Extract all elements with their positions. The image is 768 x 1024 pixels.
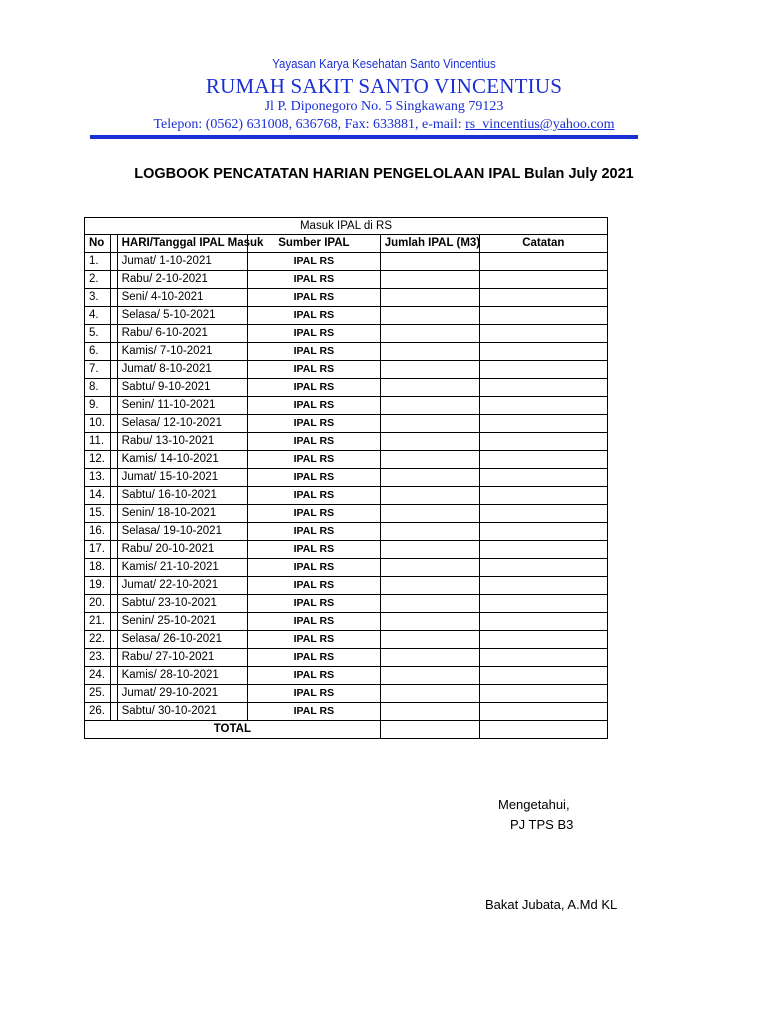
row-notes-cell[interactable] [479, 505, 607, 523]
row-spacer [110, 613, 117, 631]
row-notes-cell[interactable] [479, 577, 607, 595]
table-row [85, 703, 608, 721]
row-notes-cell[interactable] [479, 415, 607, 433]
row-no: 15. [85, 505, 111, 523]
row-spacer [110, 325, 117, 343]
row-qty-cell[interactable] [380, 631, 479, 649]
table-row [85, 541, 608, 559]
row-no: 1. [85, 253, 111, 271]
row-day: Kamis/ 28-10-2021 [117, 667, 247, 685]
row-notes-cell[interactable] [479, 649, 607, 667]
row-day: Senin/ 25-10-2021 [117, 613, 247, 631]
row-spacer [110, 361, 117, 379]
row-qty-cell[interactable] [380, 451, 479, 469]
header-day: HARI/Tanggal IPAL Masuk [117, 235, 247, 253]
table-row [85, 307, 608, 325]
row-day: Kamis/ 14-10-2021 [117, 451, 247, 469]
row-spacer [110, 307, 117, 325]
row-source: IPAL RS [248, 325, 381, 343]
row-spacer [110, 523, 117, 541]
row-spacer [110, 379, 117, 397]
row-qty-cell[interactable] [380, 649, 479, 667]
row-no: 7. [85, 361, 111, 379]
row-notes-cell[interactable] [479, 613, 607, 631]
row-notes-cell[interactable] [479, 361, 607, 379]
row-source: IPAL RS [248, 487, 381, 505]
row-day: Rabu/ 13-10-2021 [117, 433, 247, 451]
table-row [85, 451, 608, 469]
row-qty-cell[interactable] [380, 685, 479, 703]
signature-role: PJ TPS B3 [510, 817, 574, 832]
row-source: IPAL RS [248, 523, 381, 541]
row-spacer [110, 703, 117, 721]
row-no: 18. [85, 559, 111, 577]
row-source: IPAL RS [248, 613, 381, 631]
row-source: IPAL RS [248, 667, 381, 685]
table-row [85, 325, 608, 343]
row-notes-cell[interactable] [479, 559, 607, 577]
table-row [85, 361, 608, 379]
row-day: Jumat/ 1-10-2021 [117, 253, 247, 271]
row-no: 16. [85, 523, 111, 541]
row-spacer [110, 667, 117, 685]
row-spacer [110, 577, 117, 595]
row-spacer [110, 433, 117, 451]
row-notes-cell[interactable] [479, 325, 607, 343]
row-qty-cell[interactable] [380, 253, 479, 271]
row-day: Selasa/ 5-10-2021 [117, 307, 247, 325]
row-day: Rabu/ 27-10-2021 [117, 649, 247, 667]
row-qty-cell[interactable] [380, 433, 479, 451]
row-qty-cell[interactable] [380, 505, 479, 523]
table-row [85, 253, 608, 271]
row-day: Kamis/ 21-10-2021 [117, 559, 247, 577]
row-day: Jumat/ 29-10-2021 [117, 685, 247, 703]
row-no: 26. [85, 703, 111, 721]
row-no: 8. [85, 379, 111, 397]
row-qty-cell[interactable] [380, 397, 479, 415]
row-notes-cell[interactable] [479, 253, 607, 271]
row-day: Jumat/ 8-10-2021 [117, 361, 247, 379]
row-spacer [110, 685, 117, 703]
logbook-body [85, 253, 608, 721]
row-notes-cell[interactable] [479, 271, 607, 289]
table-row [85, 505, 608, 523]
total-label: TOTAL [85, 721, 381, 739]
row-qty-cell[interactable] [380, 325, 479, 343]
row-notes-cell[interactable] [479, 433, 607, 451]
total-row [85, 721, 608, 739]
row-source: IPAL RS [248, 703, 381, 721]
row-qty-cell[interactable] [380, 523, 479, 541]
row-qty-cell[interactable] [380, 307, 479, 325]
row-no: 13. [85, 469, 111, 487]
row-qty-cell[interactable] [380, 379, 479, 397]
row-qty-cell[interactable] [380, 559, 479, 577]
row-source: IPAL RS [248, 343, 381, 361]
row-day: Selasa/ 19-10-2021 [117, 523, 247, 541]
row-source: IPAL RS [248, 649, 381, 667]
column-header-row [85, 235, 608, 253]
row-no: 5. [85, 325, 111, 343]
row-day: Jumat/ 15-10-2021 [117, 469, 247, 487]
table-row [85, 595, 608, 613]
row-spacer [110, 559, 117, 577]
row-day: Sabtu/ 9-10-2021 [117, 379, 247, 397]
row-no: 9. [85, 397, 111, 415]
row-day: Rabu/ 2-10-2021 [117, 271, 247, 289]
row-no: 6. [85, 343, 111, 361]
row-notes-cell[interactable] [479, 451, 607, 469]
row-spacer [110, 595, 117, 613]
row-no: 2. [85, 271, 111, 289]
table-row [85, 577, 608, 595]
row-notes-cell[interactable] [479, 631, 607, 649]
row-source: IPAL RS [248, 307, 381, 325]
row-notes-cell[interactable] [479, 685, 607, 703]
row-notes-cell[interactable] [479, 703, 607, 721]
row-source: IPAL RS [248, 577, 381, 595]
row-qty-cell[interactable] [380, 667, 479, 685]
contact-text: Telepon: (0562) 631008, 636768, Fax: 633881, e-mail: [153, 117, 466, 132]
row-qty-cell[interactable] [380, 271, 479, 289]
row-notes-cell[interactable] [479, 343, 607, 361]
row-notes-cell[interactable] [479, 307, 607, 325]
signature-acknowledged: Mengetahui, [498, 797, 570, 812]
row-no: 3. [85, 289, 111, 307]
total-notes-cell[interactable] [479, 721, 607, 739]
row-day: Sabtu/ 23-10-2021 [117, 595, 247, 613]
row-source: IPAL RS [248, 469, 381, 487]
row-day: Selasa/ 12-10-2021 [117, 415, 247, 433]
row-spacer [110, 631, 117, 649]
row-source: IPAL RS [248, 415, 381, 433]
table-row [85, 469, 608, 487]
row-day: Senin/ 11-10-2021 [117, 397, 247, 415]
table-row [85, 289, 608, 307]
row-notes-cell[interactable] [479, 541, 607, 559]
header-qty: Jumlah IPAL (M3) [380, 235, 479, 253]
table-row [85, 397, 608, 415]
table-row [85, 433, 608, 451]
row-source: IPAL RS [248, 379, 381, 397]
row-notes-cell[interactable] [479, 469, 607, 487]
row-spacer [110, 487, 117, 505]
letterhead-address: Jl P. Diponegoro No. 5 Singkawang 79123 [264, 99, 504, 114]
table-row [85, 523, 608, 541]
row-notes-cell[interactable] [479, 379, 607, 397]
row-no: 23. [85, 649, 111, 667]
row-source: IPAL RS [248, 685, 381, 703]
table-row [85, 559, 608, 577]
table-row [85, 343, 608, 361]
row-day: Jumat/ 22-10-2021 [117, 577, 247, 595]
group-header-row [85, 218, 608, 235]
row-spacer [110, 451, 117, 469]
row-notes-cell[interactable] [479, 667, 607, 685]
row-source: IPAL RS [248, 433, 381, 451]
row-day: Senin/ 18-10-2021 [117, 505, 247, 523]
header-no: No [85, 235, 111, 253]
row-no: 21. [85, 613, 111, 631]
row-qty-cell[interactable] [380, 541, 479, 559]
row-spacer [110, 415, 117, 433]
letterhead-divider [90, 135, 638, 139]
row-no: 20. [85, 595, 111, 613]
row-source: IPAL RS [248, 631, 381, 649]
row-source: IPAL RS [248, 289, 381, 307]
row-qty-cell[interactable] [380, 343, 479, 361]
row-qty-cell[interactable] [380, 289, 479, 307]
row-day: Rabu/ 20-10-2021 [117, 541, 247, 559]
row-no: 17. [85, 541, 111, 559]
row-spacer [110, 541, 117, 559]
row-source: IPAL RS [248, 595, 381, 613]
table-row [85, 271, 608, 289]
row-spacer [110, 271, 117, 289]
table-row [85, 631, 608, 649]
row-no: 25. [85, 685, 111, 703]
row-spacer [110, 343, 117, 361]
letterhead-contact [0, 117, 768, 133]
row-qty-cell[interactable] [380, 469, 479, 487]
row-spacer [110, 397, 117, 415]
header-notes: Catatan [479, 235, 607, 253]
letterhead-hospital-name: RUMAH SAKIT SANTO VINCENTIUS [205, 74, 563, 98]
header-spacer [110, 235, 117, 253]
row-source: IPAL RS [248, 397, 381, 415]
table-row [85, 685, 608, 703]
email-link[interactable]: rs_vincentius@yahoo.com [465, 117, 615, 132]
row-spacer [110, 253, 117, 271]
row-no: 22. [85, 631, 111, 649]
row-qty-cell[interactable] [380, 577, 479, 595]
row-qty-cell[interactable] [380, 415, 479, 433]
row-notes-cell[interactable] [479, 289, 607, 307]
group-header: Masuk IPAL di RS [85, 218, 608, 235]
table-row [85, 667, 608, 685]
row-day: Sabtu/ 16-10-2021 [117, 487, 247, 505]
row-source: IPAL RS [248, 451, 381, 469]
row-qty-cell[interactable] [380, 595, 479, 613]
row-no: 19. [85, 577, 111, 595]
row-source: IPAL RS [248, 541, 381, 559]
table-row [85, 649, 608, 667]
row-notes-cell[interactable] [479, 595, 607, 613]
row-spacer [110, 469, 117, 487]
row-day: Kamis/ 7-10-2021 [117, 343, 247, 361]
row-qty-cell[interactable] [380, 703, 479, 721]
row-notes-cell[interactable] [479, 487, 607, 505]
row-spacer [110, 289, 117, 307]
row-source: IPAL RS [248, 559, 381, 577]
table-row [85, 415, 608, 433]
row-no: 24. [85, 667, 111, 685]
row-source: IPAL RS [248, 361, 381, 379]
row-source: IPAL RS [248, 271, 381, 289]
row-notes-cell[interactable] [479, 523, 607, 541]
row-no: 4. [85, 307, 111, 325]
table-row [85, 613, 608, 631]
total-qty-cell[interactable] [380, 721, 479, 739]
row-qty-cell[interactable] [380, 613, 479, 631]
row-day: Selasa/ 26-10-2021 [117, 631, 247, 649]
row-notes-cell[interactable] [479, 397, 607, 415]
row-spacer [110, 505, 117, 523]
letterhead-foundation: Yayasan Karya Kesehatan Santo Vincentius [272, 56, 496, 71]
table-row [85, 379, 608, 397]
row-source: IPAL RS [248, 505, 381, 523]
logbook-table [84, 217, 608, 739]
row-spacer [110, 649, 117, 667]
row-no: 12. [85, 451, 111, 469]
table-row [85, 487, 608, 505]
row-day: Sabtu/ 30-10-2021 [117, 703, 247, 721]
document-title: LOGBOOK PENCATATAN HARIAN PENGELOLAAN IPAL Bulan July 2021 [134, 166, 634, 182]
row-no: 14. [85, 487, 111, 505]
row-day: Seni/ 4-10-2021 [117, 289, 247, 307]
row-qty-cell[interactable] [380, 487, 479, 505]
signature-name: Bakat Jubata, A.Md KL [485, 897, 618, 912]
row-no: 11. [85, 433, 111, 451]
row-qty-cell[interactable] [380, 361, 479, 379]
row-no: 10. [85, 415, 111, 433]
header-source: Sumber IPAL [248, 235, 381, 253]
row-source: IPAL RS [248, 253, 381, 271]
row-day: Rabu/ 6-10-2021 [117, 325, 247, 343]
